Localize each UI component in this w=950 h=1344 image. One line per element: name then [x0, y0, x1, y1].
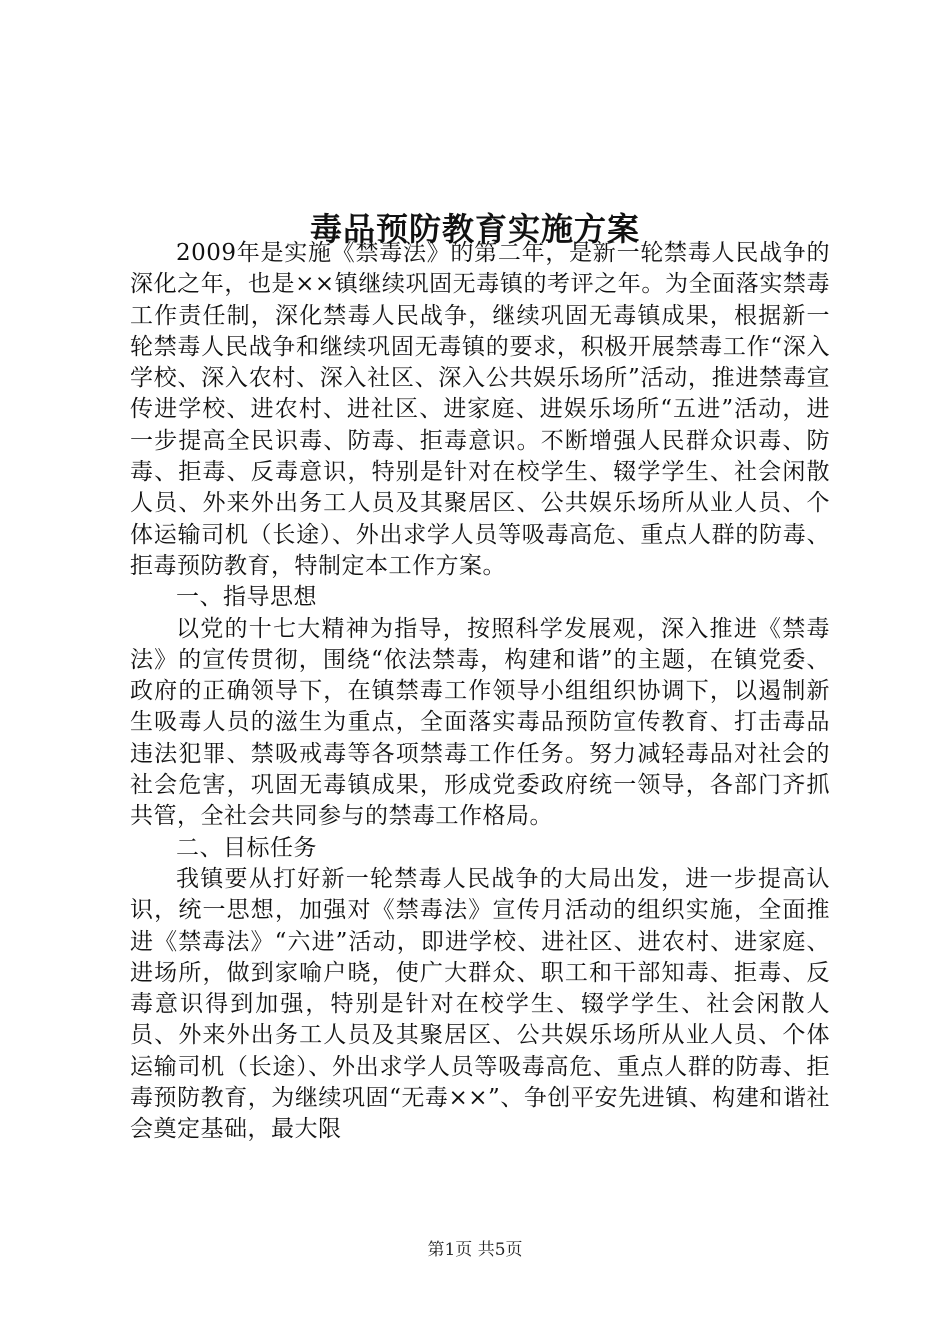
- goals-tasks-paragraph: 我镇要从打好新一轮禁毒人民战争的大局出发，进一步提高认识，统一思想，加强对《禁毒法》宣传月活动的组织实施，全面推进《禁毒法》“六进”活动，即进学校、进社区、进农村、进家庭、进场所，做到家喻户晓，使广大群众、职工和干部知毒、拒毒、反毒意识得到加强，特别是针对在校学生、辍学学生、社会闲散人员、外来外出务工人员及其聚居区、公共娱乐场所从业人员、个体运输司机（长途）、外出求学人员等吸毒高危、重点人群的防毒、拒毒预防教育，为继续巩固“无毒××”、争创平安先进镇、构建和谐社会奠定基础，最大限: [130, 865, 830, 1143]
- intro-paragraph: 2009年是实施《禁毒法》的第二年，是新一轮禁毒人民战争的深化之年，也是××镇继续巩固无毒镇的考评之年。为全面落实禁毒工作责任制，深化禁毒人民战争，继续巩固无毒镇成果，根据新一轮禁毒人民战争和继续巩固无毒镇的要求，积极开展禁毒工作“深入学校、深入农村、深入社区、深入公共娱乐场所”活动，推进禁毒宣传进学校、进农村、进社区、进家庭、进娱乐场所“五进”活动，进一步提高全民识毒、防毒、拒毒意识。不断增强人民群众识毒、防毒、拒毒、反毒意识，特别是针对在校学生、辍学学生、社会闲散人员、外来外出务工人员及其聚居区、公共娱乐场所从业人员、个体运输司机（长途）、外出求学人员等吸毒高危、重点人群的防毒、拒毒预防教育，特制定本工作方案。: [130, 240, 830, 579]
- guiding-ideology-paragraph: 以党的十七大精神为指导，按照科学发展观，深入推进《禁毒法》的宣传贯彻，围绕“依法禁毒，构建和谐”的主题，在镇党委、政府的正确领导下，在镇禁毒工作领导小组组织协调下，以遏制新生吸毒人员的滋生为重点，全面落实毒品预防宣传教育、打击毒品违法犯罪、禁吸戒毒等各项禁毒工作任务。努力减轻毒品对社会的社会危害，巩固无毒镇成果，形成党委政府统一领导，各部门齐抓共管，全社会共同参与的禁毒工作格局。: [130, 615, 830, 830]
- document-body: [130, 238, 830, 1146]
- section-heading-guiding-ideology: 一、指导思想: [176, 584, 317, 611]
- section-heading-goals-tasks: 二、目标任务: [176, 834, 317, 861]
- document-title: 毒品预防教育实施方案: [309, 210, 640, 249]
- page-footer: 第1页 共5页: [427, 1240, 523, 1260]
